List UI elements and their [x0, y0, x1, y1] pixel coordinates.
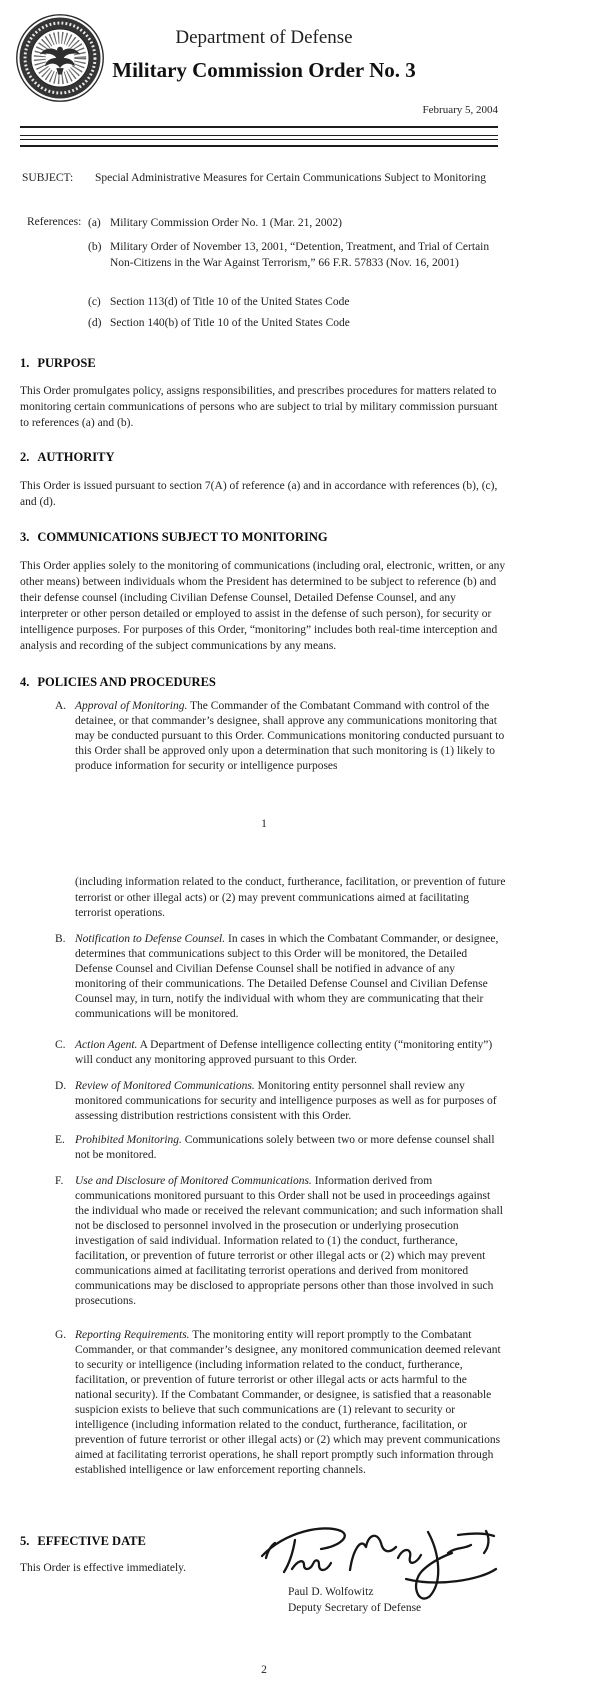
policy-letter: B.: [55, 933, 66, 945]
policy-letter: C.: [55, 1039, 66, 1051]
policy-text: [75, 1133, 505, 1163]
policy-lead: Reporting Requirements.: [75, 1329, 190, 1341]
signature-name: Paul D. Wolfowitz: [288, 1586, 374, 1598]
reference-text: Military Order of November 13, 2001, “Detention, Treatment, and Trial of Certain Non-Citizens in the War Against Terrorism,” 66 F.R. 57833 (Nov. 16, 2001): [110, 241, 490, 269]
policy-item-f: [55, 1174, 505, 1309]
divider-line: [20, 135, 498, 136]
policy-body: Information derived from communications monitored pursuant to this Order shall not be used in proceedings against the individual who made or received the relevant communication; and such information shall not be disclosed to personnel involved in the prosecution or underlying prosecution investigation of said individual. Information related to (1) the conduct, furtherance, facilitation, or prevention of future terrorist or other illegal acts or (2) which may prevent communications aimed at facilitating terrorist operations and derived from monitored communications may be disclosed to appropriate persons other than those involved in such prosecutions.: [75, 1175, 503, 1307]
policy-item-a-continuation: (including information related to the conduct, furtherance, facilitation, or prevention of future terrorist or other illegal acts) or (2) may prevent communications aimed at facilitating terrorist operations.: [75, 876, 506, 919]
subject-line: [22, 170, 508, 186]
policy-lead: Approval of Monitoring.: [75, 700, 188, 712]
policy-body: A Department of Defense intelligence collecting entity (“monitoring entity”) will conduct any monitoring approved pursuant to this Order.: [75, 1039, 493, 1066]
reference-item-b: [88, 240, 502, 271]
reference-tag: (c): [88, 296, 101, 308]
section-title: AUTHORITY: [37, 450, 115, 464]
policy-item-e: [55, 1133, 505, 1163]
reference-text: Military Commission Order No. 1 (Mar. 21, 2002): [110, 217, 342, 229]
policy-text: [75, 932, 505, 1022]
document-date: February 5, 2004: [422, 104, 498, 116]
policy-body: Communications solely between two or more defense counsel shall not be monitored.: [75, 1134, 495, 1161]
section-heading-policies: [20, 675, 216, 690]
references-label: References:: [27, 216, 82, 228]
policy-body: The monitoring entity will report promptly to the Combatant Commander, or that commander’s designee, any monitored communication deemed relevant to security or intelligence (including information related to the conduct, furtherance, facilitation, or prevention of future terrorist or other illegal acts or acts harmful to the national security). If the Combatant Commander, or designee, is satisfied that a reasonable suspicion exists to believe that such communications are (1) relevant to security or intelligence (including information related to the conduct, furtherance, facilitation, or prevention of future terrorist or other illegal acts) or (2) which may prevent communications aimed at facilitating terrorist operations, he shall report promptly such information through established intelligence or law enforcement reporting channels.: [75, 1329, 501, 1476]
section-heading-communications: [20, 530, 328, 545]
agency-name: Department of Defense: [175, 27, 353, 48]
page-number-2: 2: [261, 1664, 267, 1676]
reference-tag: (d): [88, 317, 102, 329]
policy-text: [75, 1038, 505, 1068]
section-number: 1.: [20, 356, 30, 370]
section-title: COMMUNICATIONS SUBJECT TO MONITORING: [37, 530, 328, 544]
policy-body: In cases in which the Combatant Commander, or designee, determines that communications subject to this Order will be monitored, the Detailed Defense Counsel and Civilian Defense Counsel shall be notified in advance of any monitoring of their communications. The Detailed Defense Counsel and Civilian Defense Counsel may, in turn, notify the individual with whom they are communicating that their communications will be monitored.: [75, 933, 499, 1020]
section-number: 3.: [20, 530, 30, 544]
header-divider-rules: [20, 126, 498, 147]
reference-tag: (b): [88, 241, 102, 253]
policy-letter: F.: [55, 1175, 64, 1187]
policy-body: Monitoring entity personnel shall review any monitored communications for security and intelligence purposes as well as for purposes of assessing distribution restrictions consistent with this Order.: [75, 1080, 497, 1122]
purpose-paragraph: This Order promulgates policy, assigns responsibilities, and prescribes procedures for matters related to monitoring certain communications of persons who are subject to trial by military commission pursuant to references (a) and (b).: [20, 385, 498, 429]
reference-item-a: [88, 216, 502, 232]
section-title: PURPOSE: [37, 356, 96, 370]
divider-line: [20, 139, 498, 140]
section-heading-authority: [20, 450, 114, 465]
communications-paragraph: This Order applies solely to the monitoring of communications (including oral, electronic, written, or any other means) between individuals whom the President has determined to be subject to reference (b) and their defense counsel (including Civilian Defense Counsel, Detailed Defense Counsel, and any interpreter or other person detailed or employed to assist in the defense of such person), for security or intelligence purposes. For purposes of this Order, “monitoring” includes both real-time interception and analysis and recording of the subject communications by any means.: [20, 560, 506, 652]
section-number: 2.: [20, 450, 30, 464]
subject-text: Special Administrative Measures for Certain Communications Subject to Monitoring: [95, 172, 486, 184]
policy-text: [75, 699, 505, 774]
section-heading-effective-date: [20, 1534, 146, 1549]
section-heading-purpose: [20, 356, 96, 371]
policy-lead: Review of Monitored Communications.: [75, 1080, 255, 1092]
reference-item-d: [88, 316, 502, 332]
document-title: Military Commission Order No. 3: [112, 58, 416, 82]
policy-body: The Commander of the Combatant Command with control of the detainee, or that commander’s designee, shall approve any communications monitoring that may be conducted pursuant to this Order. Communications monitoring conducted pursuant to this Order shall be approved only upon a determination that such monitoring is (1) likely to produce information for security or intelligence purposes: [75, 700, 505, 772]
signature-title: Deputy Secretary of Defense: [288, 1602, 422, 1614]
policy-item-g: [55, 1328, 505, 1478]
section-number: 4.: [20, 675, 30, 689]
policy-text: [75, 1079, 505, 1124]
section-title: EFFECTIVE DATE: [37, 1534, 146, 1548]
policy-item-d: [55, 1079, 505, 1124]
policy-lead: Notification to Defense Counsel.: [75, 933, 226, 945]
divider-line: [20, 126, 498, 128]
section-number: 5.: [20, 1534, 30, 1548]
reference-item-c: [88, 295, 502, 311]
policy-text: [75, 1174, 505, 1309]
policy-letter: E.: [55, 1134, 65, 1146]
policy-lead: Use and Disclosure of Monitored Communications.: [75, 1175, 312, 1187]
section-title: POLICIES AND PROCEDURES: [37, 675, 216, 689]
divider-line: [20, 145, 498, 147]
page-number-1: 1: [261, 818, 267, 830]
policy-letter: D.: [55, 1080, 67, 1092]
policy-item-b: [55, 932, 505, 1022]
policy-lead: Action Agent.: [75, 1039, 138, 1051]
policy-item-c: [55, 1038, 505, 1068]
reference-text: Section 140(b) of Title 10 of the United States Code: [110, 317, 350, 329]
subject-label: SUBJECT:: [22, 172, 74, 184]
policy-letter: A.: [55, 700, 67, 712]
policy-letter: G.: [55, 1329, 67, 1341]
reference-tag: (a): [88, 217, 101, 229]
signature-image: [258, 1522, 498, 1614]
authority-paragraph: This Order is issued pursuant to section 7(A) of reference (a) and in accordance with references (b), (c), and (d).: [20, 480, 498, 508]
policy-item-a: [55, 699, 505, 774]
reference-text: Section 113(d) of Title 10 of the United States Code: [110, 296, 350, 308]
policy-lead: Prohibited Monitoring.: [75, 1134, 182, 1146]
policy-text: [75, 1328, 505, 1478]
effective-date-paragraph: This Order is effective immediately.: [20, 1562, 187, 1574]
